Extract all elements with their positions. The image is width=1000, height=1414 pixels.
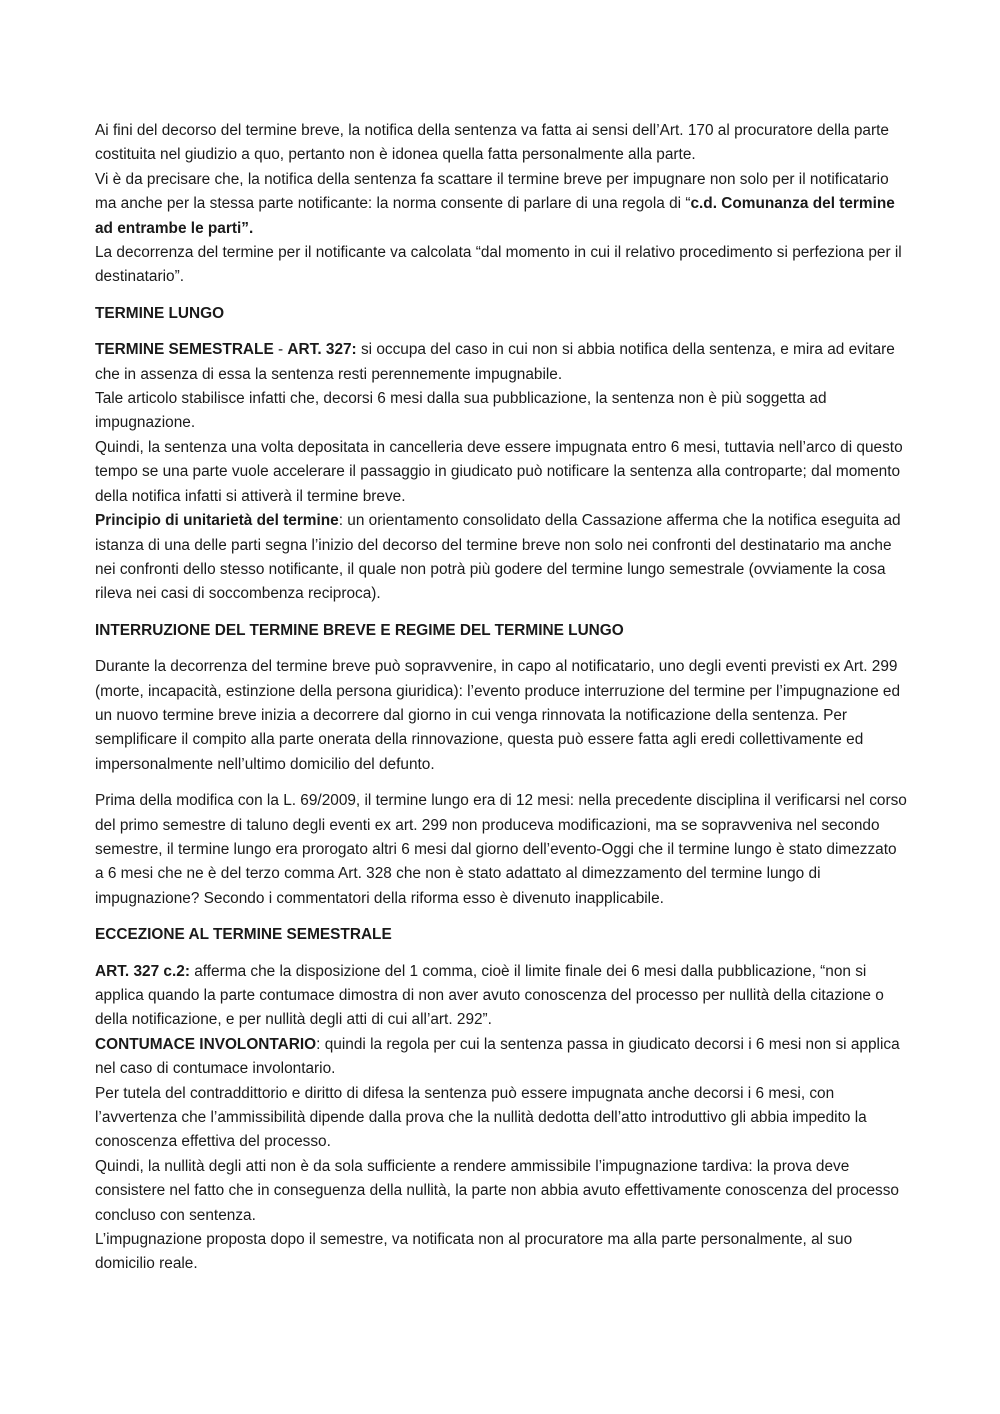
section-heading: INTERRUZIONE DEL TERMINE BREVE E REGIME DEL TERMINE LUNGO xyxy=(95,621,624,639)
bold-text: CONTUMACE INVOLONTARIO xyxy=(95,1035,317,1053)
bold-text: Principio di unitarietà del termine xyxy=(95,512,339,530)
text-run: afferma che la disposizione del 1 comma, cioè il limite finale dei 6 mesi dalla pubblicazione, “non si applica quando la parte contumace dimostra di non aver avuto conoscenza del processo per nullità della citazione o della notificazione, e per nullità degli atti di cui all’art. 292”. xyxy=(95,962,884,1029)
text-run: si occupa del caso in cui non si abbia notifica della sentenza, e mira ad evitare che in assenza di essa la sentenza resti perennemente impugnabile. xyxy=(95,341,895,383)
bold-text: TERMINE SEMESTRALE xyxy=(95,341,274,359)
paragraph-line: Quindi, la sentenza una volta depositata in cancelleria deve essere impugnata entro 6 mesi, tuttavia nell’arco di questo tempo se una parte vuole accelerare il passaggio in giudicato può notificare la sentenza alla controparte; dal momento della notifica infatti si attiverà il termine breve. xyxy=(95,438,903,505)
paragraph-eccezione xyxy=(95,960,907,1277)
text-run: : un orientamento consolidato della Cassazione afferma che la notifica eseguita ad istanza di una delle parti segna l’inizio del decorso del termine breve non solo nei confronti del destinatario ma anche nei confronti dello stesso notificante, il quale non potrà più godere del termine lungo semestrale (ovviamente la cosa rileva nei casi di soccombenza reciproca). xyxy=(95,512,901,603)
text-run: : quindi la regola per cui la sentenza passa in giudicato decorsi i 6 mesi non si applica nel caso di contumace involontario. xyxy=(95,1035,900,1078)
paragraph-line: Ai fini del decorso del termine breve, la notifica della sentenza va fatta ai sensi dell’Art. 170 al procuratore della parte costituita nel giudizio a quo, pertanto non è idonea quella fatta personalmente alla parte. xyxy=(95,122,889,164)
section-heading: ECCEZIONE AL TERMINE SEMESTRALE xyxy=(95,926,392,944)
text-run: - xyxy=(273,341,288,359)
section-heading: TERMINE LUNGO xyxy=(95,304,225,322)
paragraph-line xyxy=(95,338,907,387)
paragraph-line: La decorrenza del termine per il notificante va calcolata “dal momento in cui il relativo procedimento si perfeziona per il destinatario”. xyxy=(95,244,902,286)
paragraph-modifica: Prima della modifica con la L. 69/2009, il termine lungo era di 12 mesi: nella precedente disciplina il verificarsi nel corso del primo semestre di taluno degli eventi ex art. 299 non produceva modificazioni, ma se sopravveniva nel secondo semestre, il termine lungo era prorogato altri 6 mesi dal giorno dell’evento-Oggi che il termine lungo è stato dimezzato a 6 mesi che ne è del terzo comma Art. 328 che non è stato adattato al dimezzamento del termine lungo di impugnazione? Secondo i commentatori della riforma esso è divenuto inapplicabile. xyxy=(95,792,907,907)
paragraph-line: Per tutela del contraddittorio e diritto di difesa la sentenza può essere impugnata anche decorsi i 6 mesi, con l’avvertenza che l’ammissibilità dipende dalla prova che la nullità dedotta dell’atto introduttivo gli abbia impedito la conoscenza effettiva del processo. xyxy=(95,1084,867,1151)
document-page xyxy=(95,119,907,1277)
paragraph-line xyxy=(95,960,907,1033)
text-run: Vi è da precisare che, la notifica della sentenza fa scattare il termine breve per impugnare non solo per il notificatario ma anche per la stessa parte notificante: la norma consente di parlare di una regola di “ xyxy=(95,170,889,213)
bold-text: ART. 327: xyxy=(287,341,357,359)
paragraph-line: Tale articolo stabilisce infatti che, decorsi 6 mesi dalla sua pubblicazione, la sentenza non è più soggetta ad impugnazione. xyxy=(95,390,827,432)
paragraph-line xyxy=(95,1033,907,1082)
paragraph-line: L’impugnazione proposta dopo il semestre, va notificata non al procuratore ma alla parte personalmente, al suo domicilio reale. xyxy=(95,1231,853,1273)
paragraph-interruzione: Durante la decorrenza del termine breve può sopravvenire, in capo al notificatario, uno degli eventi previsti ex Art. 299 (morte, incapacità, estinzione della persona giuridica): l’evento produce interruzione del termine per l’impugnazione ed un nuovo termine breve inizia a decorrere dal giorno in cui venga rinnovata la notificazione della sentenza. Per semplificare il compito alla parte onerata della rinnovazione, questa può essere fatta agli eredi collettivamente ed impersonalmente nell’ultimo domicilio del defunto. xyxy=(95,658,901,773)
paragraph-line xyxy=(95,168,907,241)
bold-text: ART. 327 c.2: xyxy=(95,962,190,980)
paragraph-termine-semestrale xyxy=(95,338,907,606)
paragraph-line xyxy=(95,509,907,607)
paragraph-notifica xyxy=(95,119,907,290)
paragraph-line: Quindi, la nullità degli atti non è da sola sufficiente a rendere ammissibile l’impugnazione tardiva: la prova deve consistere nel fatto che in conseguenza della nullità, la parte non abbia avuto effettivamente conoscenza del processo concluso con sentenza. xyxy=(95,1157,899,1224)
bold-text: c.d. Comunanza del termine ad entrambe le parti”. xyxy=(95,195,895,237)
